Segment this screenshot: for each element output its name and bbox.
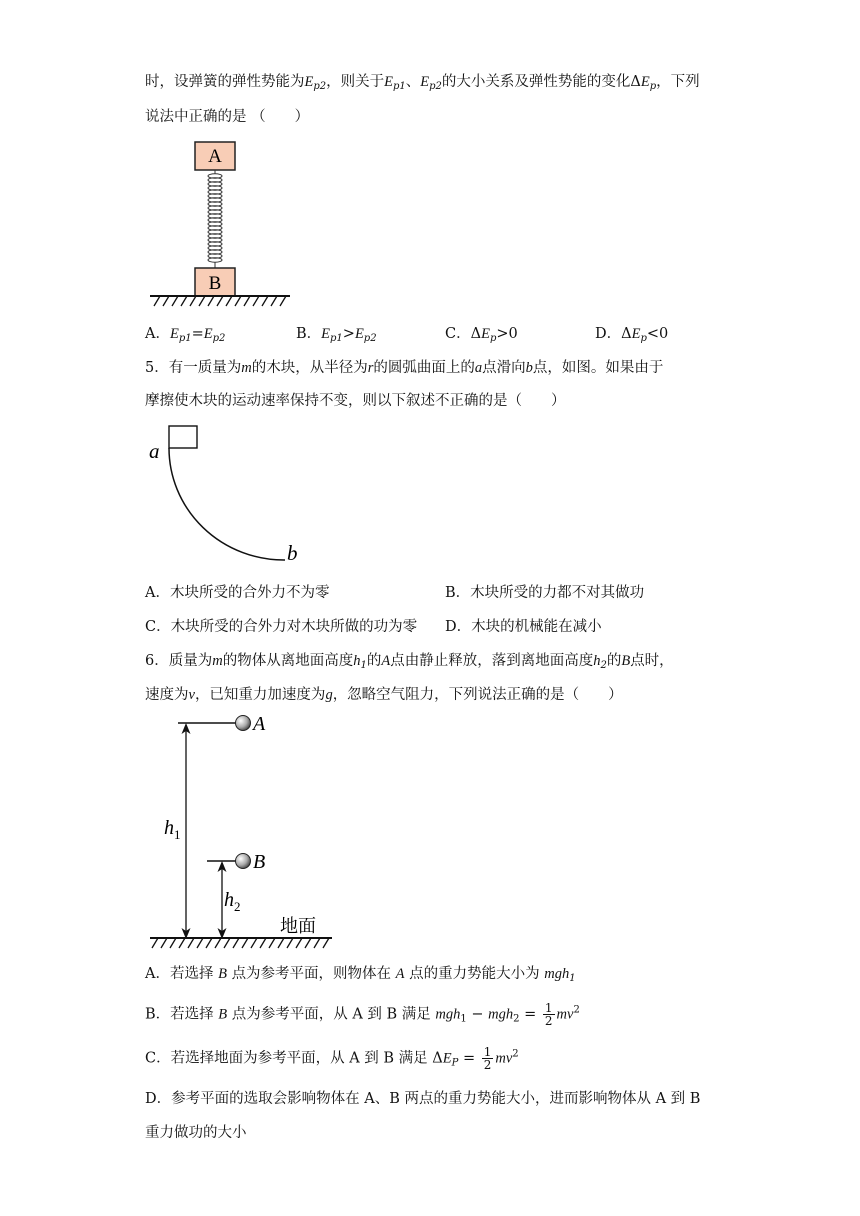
q5-option-b[interactable]: B．木块所受的力都不对其做功 [445, 585, 645, 601]
q4-option-a[interactable]: A．$E_{p1}=E_{p2}$ [145, 326, 226, 344]
arc-figure [145, 420, 315, 570]
q6-option-d-line2: 重力做功的大小 [145, 1125, 247, 1141]
ground-hatch [152, 938, 329, 948]
ground-hatch [154, 296, 286, 306]
q4-option-d[interactable]: D．$\Delta E_p<0$ [595, 326, 669, 344]
block-b-label: B [208, 273, 222, 294]
arc-surface [169, 448, 285, 560]
point-a-label: A [253, 713, 266, 735]
point-b-label: b [287, 541, 298, 565]
ground-label: 地面 [280, 916, 316, 937]
q6-option-c[interactable]: C．若选择地面为参考平面，从 A 到 B 满足 $\Delta E_P$ = $\frac{1}{2}$ $mv^2$ [145, 1045, 519, 1072]
q5-stem-line1: 5．有一质量为m的木块，从半径为r的圆弧曲面上的a点滑向b点，如图。如果由于 [145, 360, 664, 376]
q4-option-b[interactable]: B．$E_{p1}>E_{p2}$ [296, 326, 377, 344]
q4-intro-line1: 时，设弹簧的弹性势能为$E_{p2}$，则关于$E_{p1}$、$E_{p2}$的大小关系及弹性势能的变化$\Delta E_p$，下列 [145, 74, 700, 92]
fraction-half: $\frac{1}{2}$ [483, 1045, 492, 1072]
q4-option-c[interactable]: C．$\Delta E_p>0$ [445, 326, 518, 344]
point-a-label: a [149, 439, 160, 463]
q5-stem-line2: 摩擦使木块的运动速率保持不变，则以下叙述不正确的是（ ） [145, 393, 566, 409]
ball-b [236, 854, 251, 869]
q5-option-c[interactable]: C．木块所受的合外力对木块所做的功为零 [145, 619, 418, 635]
fraction-half: $\frac{1}{2}$ [544, 1001, 553, 1028]
drop-figure [150, 708, 350, 953]
q4-intro-line2: 说法中正确的是 （ ） [145, 109, 310, 125]
h1-label: $h_1$ [164, 817, 181, 842]
spring-coil [208, 170, 222, 268]
q5-option-d[interactable]: D．木块的机械能在减小 [445, 619, 602, 635]
q6-stem-line1: 6．质量为m的物体从离地面高度$h_1$的A点由静止释放，落到离地面高度$h_2$的B点时， [145, 653, 674, 671]
wooden-block [169, 426, 197, 448]
q5-option-a[interactable]: A．木块所受的合外力不为零 [145, 585, 330, 601]
point-b-label: B [253, 851, 266, 873]
block-a-label: A [208, 146, 222, 167]
q6-stem-line2: 速度为v，已知重力加速度为g，忽略空气阻力，下列说法正确的是（ ） [145, 687, 623, 703]
ball-a [236, 716, 251, 731]
h2-label: $h_2$ [224, 889, 241, 914]
q6-option-d[interactable]: D．参考平面的选取会影响物体在 A、B 两点的重力势能大小，进而影响物体从 A 到 B [145, 1091, 701, 1107]
spring-figure [150, 138, 295, 308]
q6-option-b[interactable]: B．若选择 B 点为参考平面，从 A 到 B 满足 mgh$_1$ − mgh$_2$ = $\frac{1}{2}$ $mv^2$ [145, 1001, 580, 1028]
q6-option-a[interactable]: A．若选择 B 点为参考平面，则物体在 A 点的重力势能大小为 mgh$_1$ [145, 966, 576, 984]
